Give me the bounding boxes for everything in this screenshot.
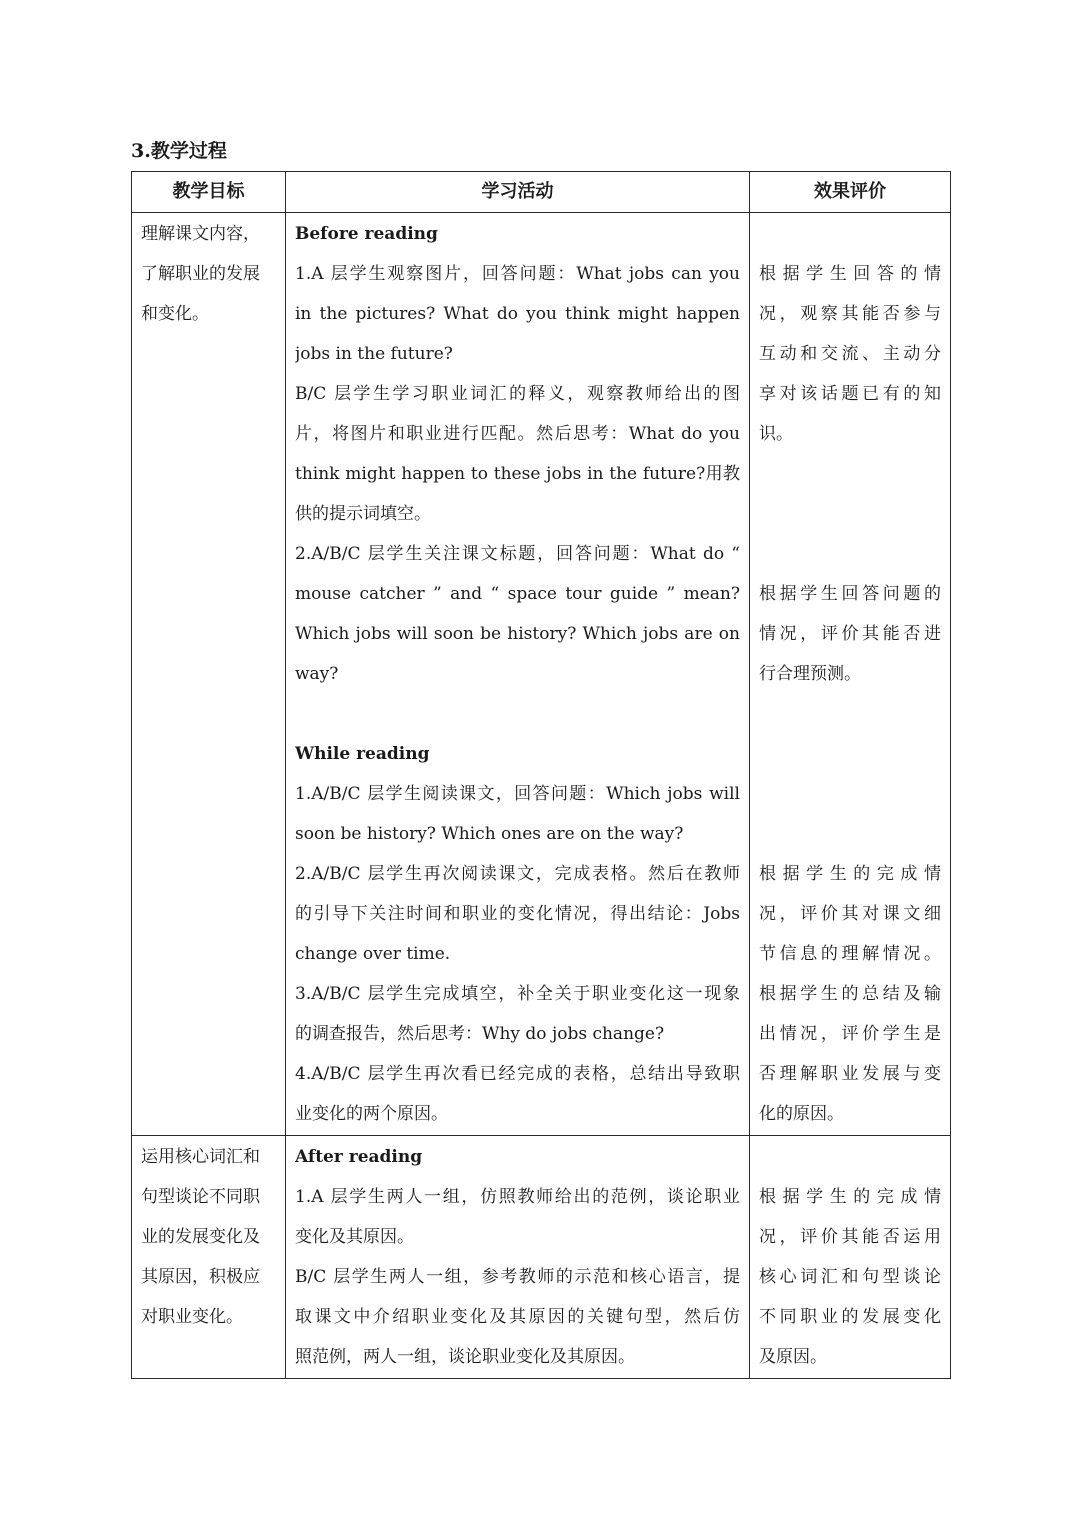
table-row [132, 1136, 951, 1379]
evaluation-line: 互动和交流、主动分 [759, 344, 941, 364]
blank-line [295, 694, 740, 734]
activity-line: jobs in the future? [295, 344, 453, 364]
goal-line: 运用核心词汇和 [141, 1147, 260, 1167]
evaluation-line: 况，评价其能否运用 [759, 1227, 941, 1247]
evaluation-line: 根据学生的完成情 [759, 1187, 941, 1207]
blank-line [759, 454, 941, 494]
goal-line: 和变化。 [141, 304, 209, 324]
evaluation-line: 出情况，评价学生是 [759, 1024, 941, 1044]
evaluation-line: 及原因。 [759, 1347, 827, 1367]
goal-line: 业的发展变化及 [141, 1227, 260, 1247]
activity-line: B/C 层学生两人一组，参考教师的示范和核心语言，提 [295, 1267, 740, 1287]
activity-line: think might happen to these jobs in the future?用教 [295, 464, 740, 484]
evaluation-line: 行合理预测。 [759, 664, 861, 684]
activity-line: way? [295, 664, 339, 684]
goal-line: 对职业变化。 [141, 1307, 243, 1327]
evaluation-line: 核心词汇和句型谈论 [759, 1267, 941, 1287]
activity-line: 2.A/B/C 层学生再次阅读课文，完成表格。然后在教师 [295, 864, 740, 884]
activity-line: 业变化的两个原因。 [295, 1104, 448, 1124]
activity-cell [286, 1136, 750, 1379]
table-row [132, 213, 951, 1136]
activity-line: 供的提示词填空。 [295, 504, 431, 524]
evaluation-line: 根据学生的总结及输 [759, 984, 941, 1004]
activity-line: 1.A 层学生观察图片，回答问题：What jobs can you [295, 264, 740, 284]
evaluation-cell [750, 1136, 951, 1379]
blank-line [759, 494, 941, 534]
activity-line: 变化及其原因。 [295, 1227, 414, 1247]
evaluation-line: 况，评价其对课文细 [759, 904, 941, 924]
activity-line: 1.A/B/C 层学生阅读课文，回答问题：Which jobs will [295, 784, 740, 804]
goal-line: 理解课文内容， [141, 224, 260, 244]
evaluation-cell [750, 213, 951, 1136]
activity-line: 片，将图片和职业进行匹配。然后思考：What do you [295, 424, 740, 444]
blank-line [759, 734, 941, 774]
activity-line: change over time. [295, 944, 451, 964]
goal-cell [132, 213, 286, 1136]
evaluation-line: 享对该话题已有的知 [759, 384, 941, 404]
activity-line: 的调查报告，然后思考：Why do jobs change? [295, 1024, 665, 1044]
evaluation-line: 识。 [759, 424, 793, 444]
teaching-process-table [131, 171, 951, 1379]
while-reading-heading: While reading [295, 744, 430, 764]
section-title: 3.教学过程 [131, 140, 227, 162]
activity-line: 照范例，两人一组，谈论职业变化及其原因。 [295, 1347, 635, 1367]
before-reading-heading: Before reading [295, 224, 438, 244]
evaluation-line: 否理解职业发展与变 [759, 1064, 941, 1084]
blank-line [759, 694, 941, 734]
activity-line: 3.A/B/C 层学生完成填空，补全关于职业变化这一现象 [295, 984, 740, 1004]
after-reading-heading: After reading [295, 1147, 423, 1167]
goal-line: 其原因，积极应 [141, 1267, 260, 1287]
activity-line: in the pictures? What do you think might happen [295, 304, 740, 324]
evaluation-line: 根据学生的完成情 [759, 864, 941, 884]
evaluation-line: 情况，评价其能否进 [759, 624, 941, 644]
evaluation-line: 节信息的理解情况。 [759, 944, 941, 964]
activity-line: 1.A 层学生两人一组，仿照教师给出的范例，谈论职业 [295, 1187, 740, 1207]
activity-line: mouse catcher ” and “ space tour guide ” mean? [295, 584, 740, 604]
evaluation-line: 根据学生回答的情 [759, 264, 941, 284]
activity-line: soon be history? Which ones are on the way? [295, 824, 684, 844]
evaluation-line: 况，观察其能否参与 [759, 304, 941, 324]
blank-line [759, 774, 941, 814]
header-activity: 学习活动 [286, 172, 750, 213]
blank-line [759, 214, 941, 254]
activity-line: 的引导下关注时间和职业的变化情况，得出结论：Jobs [295, 904, 740, 924]
evaluation-line: 根据学生回答问题的 [759, 584, 941, 604]
goal-line: 了解职业的发展 [141, 264, 260, 284]
table-header-row [132, 172, 951, 213]
activity-line: 2.A/B/C 层学生关注课文标题，回答问题：What do “ [295, 544, 740, 564]
evaluation-line: 化的原因。 [759, 1104, 844, 1124]
activity-line: B/C 层学生学习职业词汇的释义，观察教师给出的图 [295, 384, 740, 404]
header-evaluation: 效果评价 [750, 172, 951, 213]
activity-cell [286, 213, 750, 1136]
blank-line [759, 1137, 941, 1177]
header-goal: 教学目标 [132, 172, 286, 213]
goal-line: 句型谈论不同职 [141, 1187, 260, 1207]
activity-line: 取课文中介绍职业变化及其原因的关键句型，然后仿 [295, 1307, 740, 1327]
goal-cell [132, 1136, 286, 1379]
activity-line: Which jobs will soon be history? Which jobs are on [295, 624, 740, 644]
blank-line [759, 814, 941, 854]
activity-line: 4.A/B/C 层学生再次看已经完成的表格，总结出导致职 [295, 1064, 740, 1084]
evaluation-line: 不同职业的发展变化 [759, 1307, 941, 1327]
blank-line [759, 534, 941, 574]
